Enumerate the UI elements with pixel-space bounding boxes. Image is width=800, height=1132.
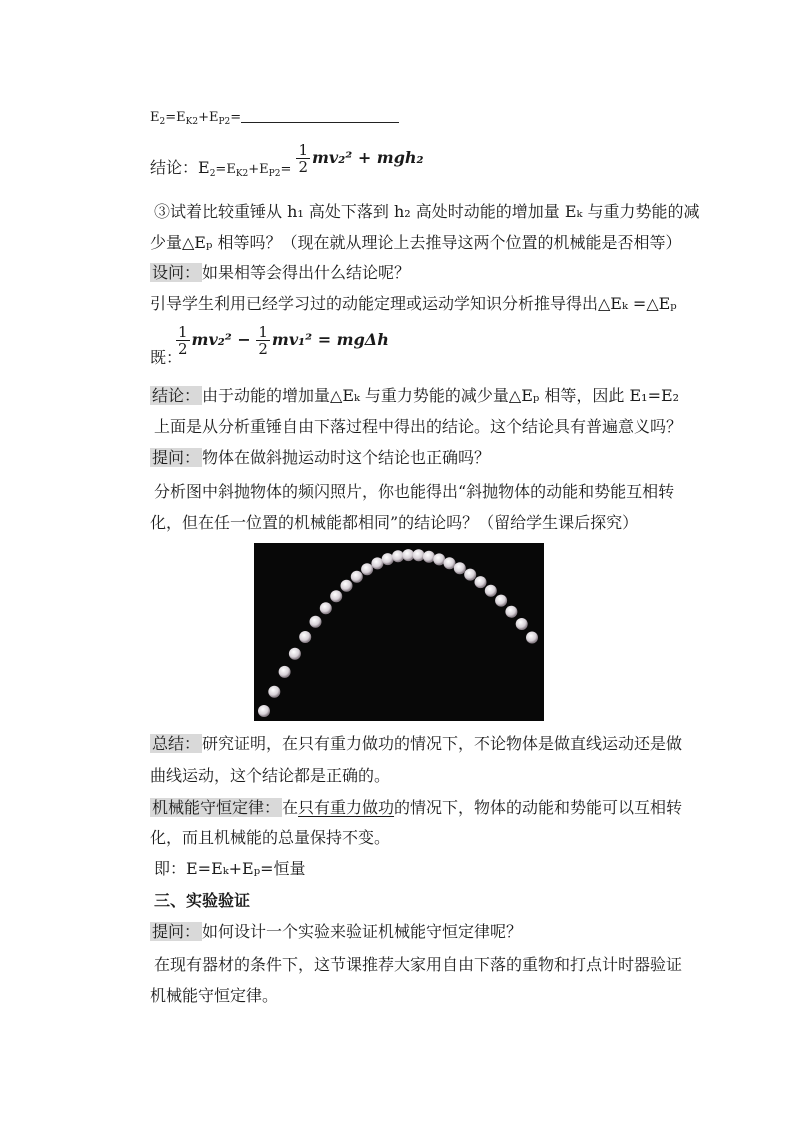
ball-position — [382, 553, 394, 565]
ask-text: 如何设计一个实验来验证机械能守恒定律呢？ — [202, 922, 523, 941]
ball-position — [351, 571, 363, 583]
projectile-strobe-photo — [254, 543, 544, 721]
ball-position — [279, 666, 291, 678]
subscript: P2 — [268, 169, 281, 179]
ball-position — [495, 595, 507, 607]
ball-position — [485, 585, 497, 597]
ball-position — [526, 632, 538, 644]
law-line-1 — [150, 798, 682, 818]
section-title: 三、实验验证 — [154, 891, 251, 910]
ball-position — [413, 549, 425, 561]
question-text: 如果相等会得出什么结论呢？ — [202, 263, 411, 282]
ask-tag: 提问： — [152, 922, 201, 941]
energy-sum-line — [150, 108, 399, 128]
conclusion-prefix: 结论：E — [150, 158, 210, 177]
conclusion-line-2 — [150, 386, 679, 406]
question-line — [150, 263, 410, 283]
fill-in-blank — [241, 108, 399, 123]
paragraph-universal: 上面是从分析重锤自由下落过程中得出的结论。这个结论具有普遍意义吗？ — [154, 417, 683, 436]
law-tag: 机械能守恒定律： — [152, 798, 281, 817]
subscript: K2 — [235, 169, 249, 179]
formula-rest: mv₂² + mgh₂ — [312, 148, 424, 167]
fraction-numerator: 1 — [258, 323, 268, 341]
summary-line-1 — [150, 734, 682, 754]
fraction — [176, 324, 190, 357]
final-line-2: 机械能守恒定律。 — [150, 986, 279, 1005]
formula-middle: mv₂² − — [191, 330, 251, 349]
paragraph-compare-line-2: 少量△Eₚ 相等吗？（现在就从理论上去推导这两个位置的机械能是否相等） — [150, 233, 682, 252]
fraction-denominator: 2 — [178, 340, 188, 358]
conclusion-line-1 — [150, 141, 424, 188]
ball-position — [310, 616, 322, 628]
law-formula-line: 即：E=Eₖ+Eₚ=恒量 — [154, 859, 306, 878]
subscript: P2 — [218, 117, 231, 127]
ask-tag: 提问： — [152, 448, 201, 467]
fraction-denominator: 2 — [258, 340, 268, 358]
ball-position — [475, 576, 487, 588]
law-line-2: 化，而且机械能的总量保持不变。 — [150, 828, 391, 847]
ball-position — [402, 549, 414, 561]
ask-line-1 — [150, 448, 490, 468]
ball-position — [444, 557, 456, 569]
paragraph-compare-line-1: ③试着比较重锤从 h₁ 高处下落到 h₂ 高处时动能的增加量 Eₖ 与重力势能的减 — [154, 202, 700, 221]
subscript: 2 — [209, 169, 216, 179]
summary-tag: 总结： — [152, 734, 201, 753]
ball-position — [505, 606, 517, 618]
energy-symbol: E — [150, 110, 160, 125]
law-text-post: 的情况下，物体的动能和势能可以互相转 — [394, 798, 683, 817]
ask-text: 物体在做斜抛运动时这个结论也正确吗？ — [202, 448, 491, 467]
fraction-numerator: 1 — [178, 323, 188, 341]
ball-position — [371, 557, 383, 569]
equals-ek: =E — [165, 110, 186, 125]
ball-position — [516, 618, 528, 630]
energy-formula — [296, 141, 424, 176]
subscript: K2 — [185, 117, 199, 127]
plus-ep: +E — [198, 110, 219, 125]
paragraph-photo-line-1: 分析图中斜抛物体的频闪照片，你也能得出“斜抛物体的动能和势能互相转 — [154, 482, 675, 501]
ball-position — [433, 553, 445, 565]
ball-position — [320, 602, 332, 614]
question-tag: 设问： — [152, 263, 201, 282]
ball-position — [361, 563, 373, 575]
paragraph-photo-line-2: 化，但在任一位置的机械能都相同”的结论吗？（留给学生课后探究） — [150, 513, 639, 532]
final-line-1: 在现有器材的条件下，这节课推荐大家用自由下落的重物和打点计时器验证 — [154, 955, 683, 974]
ball-position — [330, 590, 342, 602]
equals-ek: =E — [215, 162, 236, 177]
ball-position — [464, 569, 476, 581]
conclusion-text: 由于动能的增加量△Eₖ 与重力势能的减少量△Eₚ 相等，因此 E₁=E₂ — [202, 386, 680, 405]
equals: = — [230, 110, 242, 125]
ball-position — [392, 550, 404, 562]
ball-position — [289, 648, 301, 660]
summary-text: 研究证明，在只有重力做功的情况下，不论物体是做直线运动还是做 — [202, 734, 683, 753]
derivation-formula — [176, 324, 389, 357]
ball-position — [341, 580, 353, 592]
ball-position — [258, 705, 270, 717]
law-text-pre: 在 — [282, 798, 299, 817]
ball-position — [423, 551, 435, 563]
formula-rest: mv₁² = mgΔh — [271, 330, 389, 349]
fraction-denominator: 2 — [298, 158, 308, 176]
projectile-arc — [254, 543, 544, 721]
conclusion-tag: 结论： — [152, 386, 201, 405]
fraction-numerator: 1 — [298, 141, 308, 159]
ball-position — [268, 686, 280, 698]
plus-ep: +E — [248, 162, 269, 177]
fraction — [256, 324, 270, 357]
ask-line-2 — [150, 922, 522, 942]
fraction — [296, 142, 310, 175]
subscript: 2 — [159, 117, 166, 127]
summary-line-2: 曲线运动，这个结论都是正确的。 — [150, 766, 391, 785]
ball-position — [454, 562, 466, 574]
guide-line: 引导学生利用已经学习过的动能定理或运动学知识分析推导得出△Eₖ =△Eₚ — [150, 294, 677, 313]
equals: = — [280, 162, 292, 177]
ball-position — [299, 631, 311, 643]
formula-prefix: 既： — [150, 348, 183, 367]
law-underlined-text: 只有重力做功 — [298, 798, 395, 817]
